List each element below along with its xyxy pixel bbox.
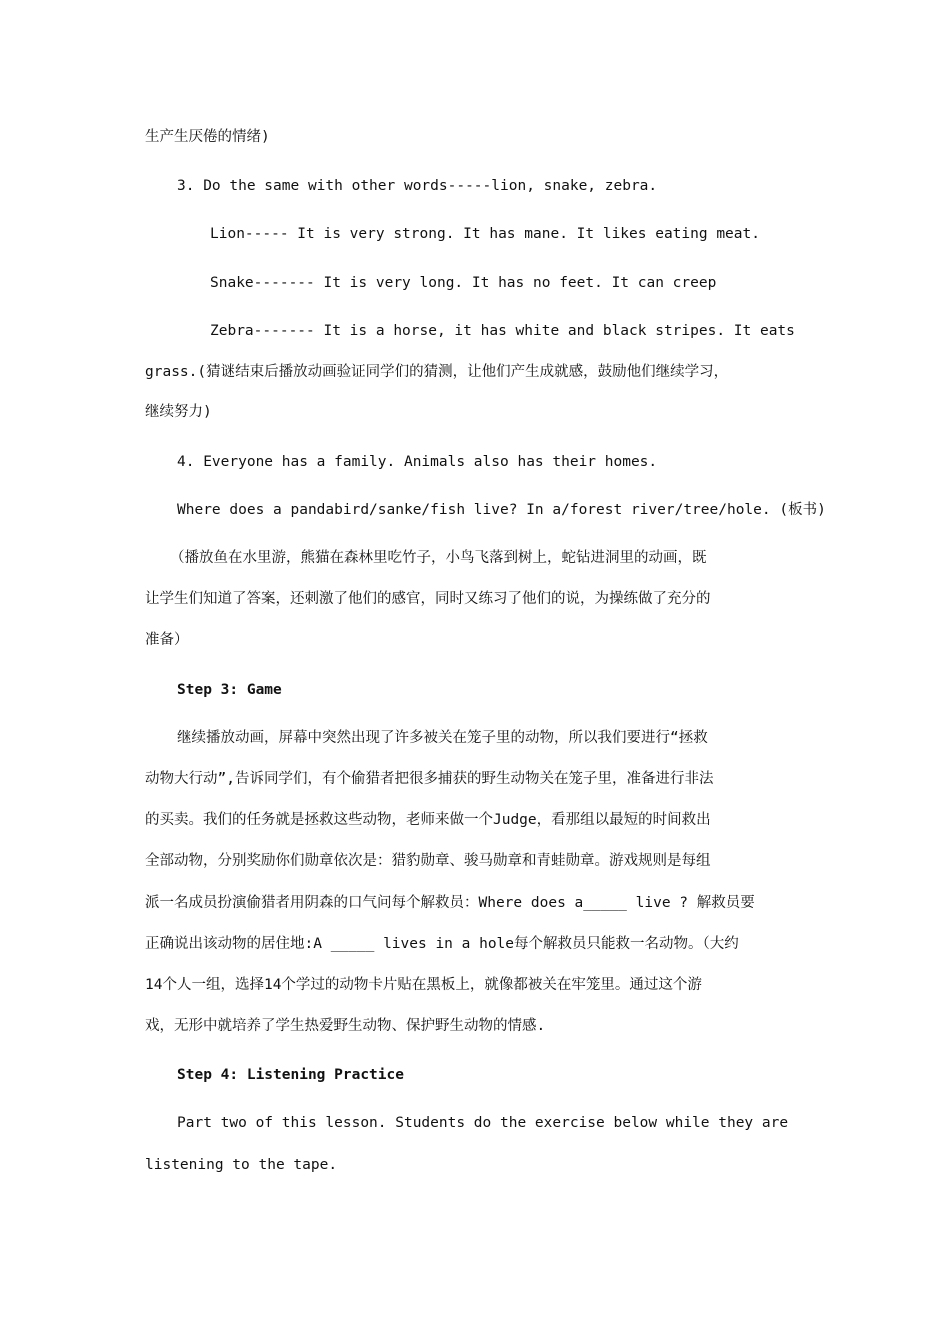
text-line: 继续播放动画，屏幕中突然出现了许多被关在笼子里的动物，所以我们要进行“拯救 [177, 730, 708, 746]
text-line: Snake------- It is very long. It has no feet. It can creep [210, 275, 717, 291]
text-line: 让学生们知道了答案，还刺激了他们的感官，同时又练习了他们的说，为操练做了充分的 [145, 591, 711, 607]
text-line: 戏，无形中就培养了学生热爱野生动物、保护野生动物的情感. [145, 1018, 546, 1034]
text-line: Zebra------- It is a horse, it has white and black stripes. It eats [210, 323, 795, 339]
section-heading: Step 4: Listening Practice [177, 1067, 404, 1083]
text-line: 动物大行动”,告诉同学们，有个偷猎者把很多捕获的野生动物关在笼子里，准备进行非法 [145, 771, 714, 787]
text-line: 生产生厌倦的情绪) [145, 129, 270, 145]
text-line: 的买卖。我们的任务就是拯救这些动物，老师来做一个Judge，看那组以最短的时间救出 [145, 812, 711, 828]
text-line: 14个人一组，选择14个学过的动物卡片贴在黑板上，就像都被关在牢笼里。通过这个游 [145, 977, 702, 993]
text-line: 全部动物，分别奖励你们勋章依次是：猎豹勋章、骏马勋章和青蛙勋章。游戏规则是每组 [145, 853, 711, 869]
text-line: 4. Everyone has a family. Animals also has their homes. [177, 454, 658, 470]
text-line: 3. Do the same with other words-----lion, snake, zebra. [177, 178, 658, 194]
text-line: 正确说出该动物的居住地:A _____ lives in a hole每个解救员只能救一名动物。（大约 [145, 936, 739, 952]
text-line: Lion----- It is very strong. It has mane. It likes eating meat. [210, 226, 760, 242]
text-line: Where does a pandabird/sanke/fish live? In a/forest river/tree/hole. (板书) [177, 502, 826, 518]
text-line: Part two of this lesson. Students do the exercise below while they are [177, 1115, 789, 1131]
section-heading: Step 3: Game [177, 682, 282, 698]
text-line: listening to the tape. [145, 1157, 338, 1173]
text-line: 准备） [145, 632, 189, 648]
text-line: （播放鱼在水里游，熊猫在森林里吃竹子，小鸟飞落到树上，蛇钻进洞里的动画，既 [170, 550, 707, 566]
text-line: grass.(猜谜结束后播放动画验证同学们的猜测，让他们产生成就感，鼓励他们继续学习， [145, 364, 729, 380]
text-line: 继续努力) [145, 404, 212, 420]
text-line: 派一名成员扮演偷猎者用阴森的口气问每个解救员：Where does a_____ live ? 解救员要 [145, 895, 755, 911]
